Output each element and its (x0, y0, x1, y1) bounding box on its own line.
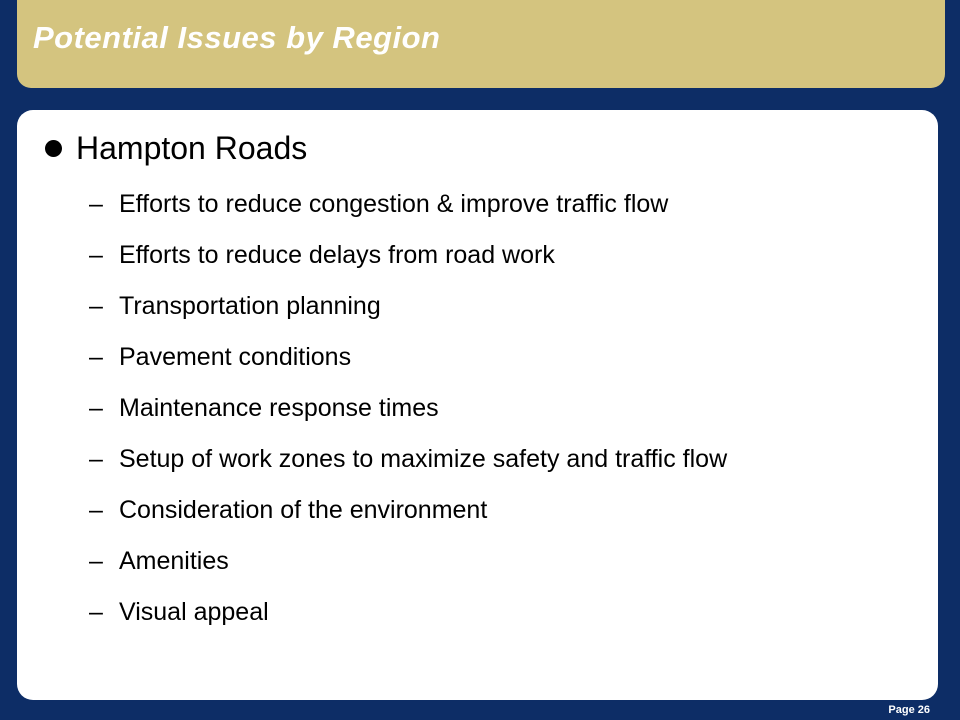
dash-icon: – (89, 547, 103, 575)
list-item (89, 241, 727, 292)
bullet-dot-icon (45, 140, 62, 157)
dash-icon: – (89, 343, 103, 371)
list-item-text: Visual appeal (119, 598, 269, 626)
list-item (89, 343, 727, 394)
list-item (89, 547, 727, 598)
dash-icon: – (89, 241, 103, 269)
list-item-text: Amenities (119, 547, 229, 575)
content-panel (17, 110, 938, 700)
dash-icon: – (89, 598, 103, 626)
list-item-text: Efforts to reduce congestion & improve traffic flow (119, 190, 669, 218)
list-item-text: Consideration of the environment (119, 496, 488, 524)
list-item (89, 598, 727, 649)
list-item-text: Maintenance response times (119, 394, 439, 422)
dash-icon: – (89, 445, 103, 473)
main-bullet (45, 130, 307, 167)
list-item (89, 445, 727, 496)
dash-icon: – (89, 190, 103, 218)
dash-icon: – (89, 496, 103, 524)
list-item (89, 394, 727, 445)
page-number: Page 26 (888, 704, 930, 716)
dash-icon: – (89, 292, 103, 320)
sub-bullet-list (89, 190, 727, 649)
bullet-heading: Hampton Roads (76, 130, 308, 166)
list-item-text: Setup of work zones to maximize safety and traffic flow (119, 445, 728, 473)
list-item-text: Pavement conditions (119, 343, 352, 371)
list-item-text: Efforts to reduce delays from road work (119, 241, 555, 269)
slide-title: Potential Issues by Region (33, 20, 441, 55)
list-item (89, 292, 727, 343)
title-bar (17, 0, 945, 88)
list-item (89, 190, 727, 241)
list-item-text: Transportation planning (119, 292, 381, 320)
list-item (89, 496, 727, 547)
dash-icon: – (89, 394, 103, 422)
